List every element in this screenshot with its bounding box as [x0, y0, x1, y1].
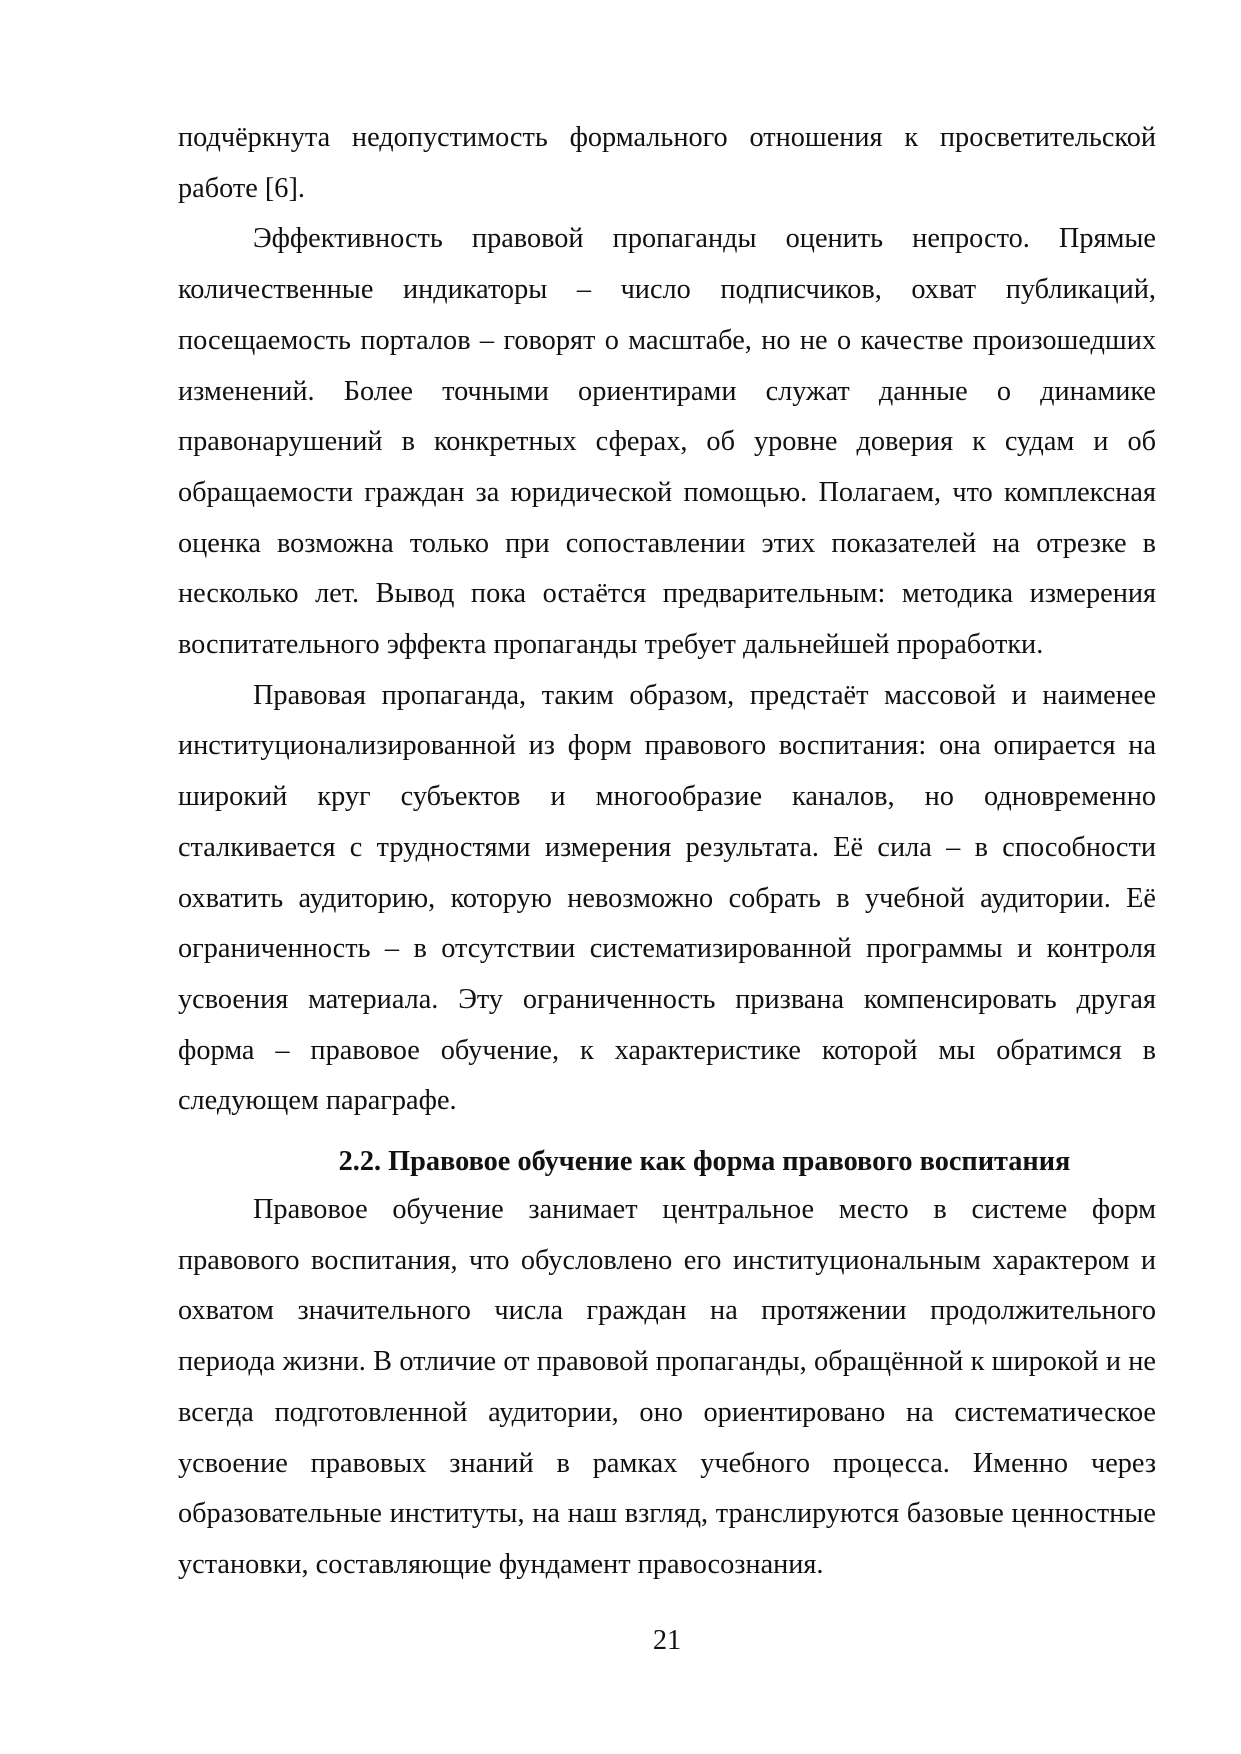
paragraph-continuation: подчёркнута недопустимость формального отношения к просветительской работе [6].	[178, 122, 1156, 204]
paragraph-propaganda-summary: Правовая пропаганда, таким образом, предстаёт массовой и наименее институционализированной из форм правового воспитания: она опирается на широкий круг субъектов и многообразие каналов, но одновременно сталкивается с трудностями измерения результата. Её сила – в способности охватить аудиторию, которую невозможно собрать в учебной аудитории. Её ограниченность – в отсутствии систематизированной программы и контроля усвоения материала. Эту ограниченность призвана компенсировать другая форма – правовое обучение, к характеристике которой мы обратимся в следующем параграфе.	[178, 679, 1156, 1117]
paragraph-propaganda-effectiveness: Эффективность правовой пропаганды оценить непросто. Прямые количественные индикаторы – число подписчиков, охват публикаций, посещаемость порталов – говорят о масштабе, но не о качестве произошедших изменений. Более точными ориентирами служат данные о динамике правонарушений в конкретных сферах, об уровне доверия к судам и об обращаемости граждан за юридической помощью. Полагаем, что комплексная оценка возможна только при сопоставлении этих показателей на отрезке в несколько лет. Вывод пока остаётся предварительным: методика измерения воспитательного эффекта пропаганды требует дальнейшей проработки.	[178, 223, 1156, 661]
paragraph-legal-education: Правовое обучение занимает центральное место в системе форм правового воспитания, что обусловлено его институциональным характером и охватом значительного числа граждан на протяжении продолжительного периода жизни. В отличие от правовой пропаганды, обращённой к широкой и не всегда подготовленной аудитории, оно ориентировано на систематическое усвоение правовых знаний в рамках учебного процесса. Именно через образовательные институты, на наш взгляд, транслируются базовые ценностные установки, составляющие фундамент правосознания.	[178, 1194, 1156, 1580]
section-heading: 2.2. Правовое обучение как форма правового воспитания	[338, 1146, 1071, 1178]
page-number: 21	[652, 1625, 682, 1656]
document-body	[178, 113, 1156, 1591]
